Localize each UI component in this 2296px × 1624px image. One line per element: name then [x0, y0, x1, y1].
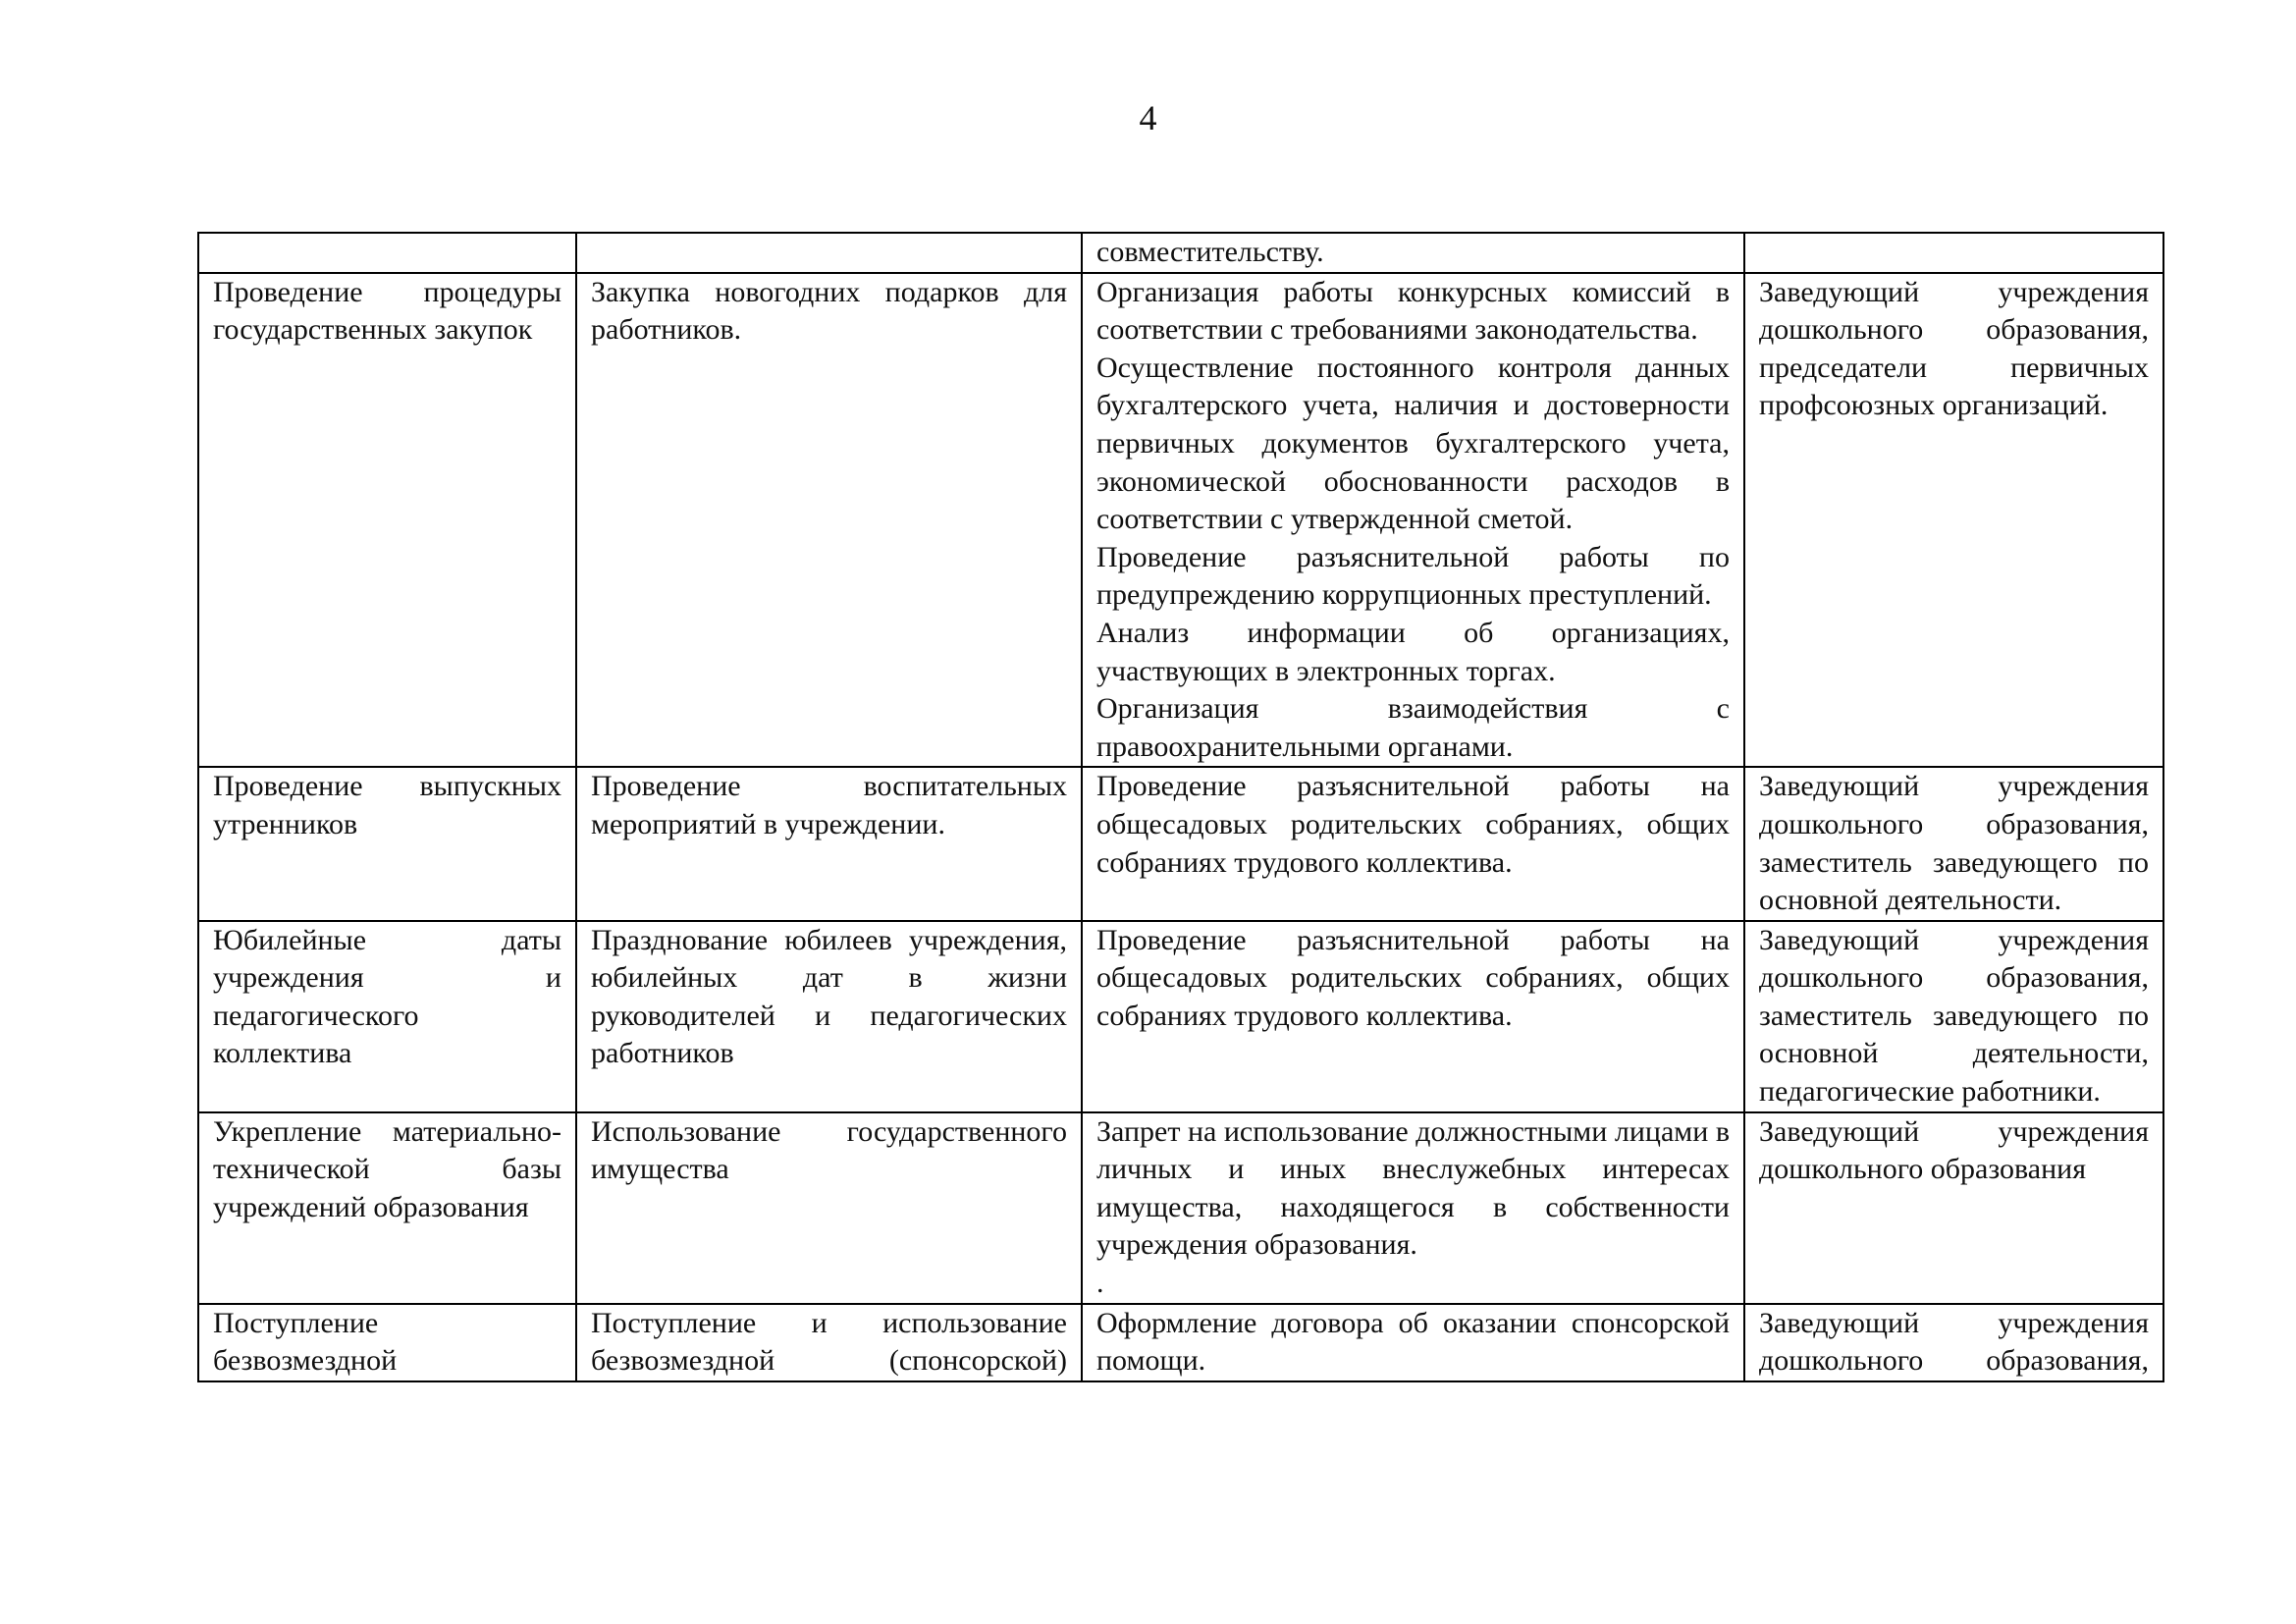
table-row [198, 1304, 2163, 1381]
table-cell [198, 1304, 576, 1381]
table-cell [1744, 273, 2163, 768]
table-cell [576, 767, 1082, 920]
table-row [198, 273, 2163, 768]
table-cell [1082, 767, 1744, 920]
cell-paragraph: Организация работы конкурсных комиссий в соответствии с требованиями законодательства. [1096, 275, 1730, 347]
cell-paragraph: Заведующий учреждения дошкольного образования [1759, 1114, 2149, 1186]
table-cell [576, 233, 1082, 273]
cell-paragraph: совместительству. [1096, 236, 1324, 268]
table-cell [576, 1112, 1082, 1304]
cell-paragraph: . [1096, 1267, 1104, 1300]
table-cell [1082, 1304, 1744, 1381]
table-cell [198, 1112, 576, 1304]
table-cell [1082, 921, 1744, 1112]
table-row [198, 767, 2163, 920]
table-row [198, 1112, 2163, 1304]
table-cell [1744, 1112, 2163, 1304]
cell-paragraph: Проведение воспитательных мероприятий в учреждении. [591, 770, 1067, 840]
cell-paragraph: Осуществление постоянного контроля данных бухгалтерского учета, наличия и достоверности первичных документов бухгалтерского учета, экономической обоснованности расходов в соответствии с утвержденной сметой. [1096, 351, 1730, 536]
cell-paragraph: Заведующий учреждения дошкольного образования, заместитель заведующего по основной деятельности. [1759, 770, 2149, 917]
table-cell [198, 767, 576, 920]
cell-paragraph: Проведение разъяснительной работы по предупреждению коррупционных преступлений. [1096, 540, 1730, 612]
cell-paragraph: Заведующий учреждения дошкольного образования, [1759, 1306, 2149, 1378]
table-cell [198, 273, 576, 768]
cell-paragraph: Юбилейные даты учреждения и педагогического коллектива [213, 923, 561, 1070]
table-cell [576, 273, 1082, 768]
table-cell [576, 1304, 1082, 1381]
table-cell [1082, 273, 1744, 768]
cell-paragraph: Заведующий учреждения дошкольного образования, председатели первичных профсоюзных организаций. [1759, 275, 2149, 422]
cell-paragraph: Оформление договора об оказании спонсорской помощи. [1096, 1306, 1730, 1378]
cell-paragraph: Проведение выпускных утренников [213, 770, 561, 840]
table-cell [1744, 767, 2163, 920]
corruption-risk-table [197, 232, 2164, 1382]
table-cell [1082, 1112, 1744, 1304]
table-cell [1082, 233, 1744, 273]
table-cell [198, 921, 576, 1112]
table-cell [1744, 233, 2163, 273]
table-cell [1744, 921, 2163, 1112]
table-cell [576, 921, 1082, 1112]
page-number: 4 [1139, 98, 1157, 137]
table-row [198, 921, 2163, 1112]
cell-paragraph: Укрепление материально-технической базы учреждений образования [213, 1114, 561, 1223]
cell-paragraph: Проведение разъяснительной работы на общесадовых родительских собраниях, общих собраниях трудового коллектива. [1096, 923, 1730, 1032]
cell-paragraph: Запрет на использование должностными лицами в личных и иных внеслужебных интересах имущества, находящегося в собственности учреждения образования. [1096, 1114, 1730, 1262]
table-cell [1744, 1304, 2163, 1381]
table-row [198, 233, 2163, 273]
cell-paragraph: Анализ информации об организациях, участвующих в электронных торгах. [1096, 616, 1730, 687]
cell-paragraph: Проведение разъяснительной работы на общесадовых родительских собраниях, общих собраниях трудового коллектива. [1096, 770, 1730, 879]
cell-paragraph: Закупка новогодних подарков для работников. [591, 275, 1067, 347]
cell-paragraph: Празднование юбилеев учреждения, юбилейных дат в жизни руководителей и педагогических работников [591, 923, 1067, 1070]
cell-paragraph: Заведующий учреждения дошкольного образования, заместитель заведующего по основной деятельности, педагогические работники. [1759, 923, 2149, 1109]
cell-paragraph: Организация взаимодействия с правоохранительными органами. [1096, 692, 1730, 763]
cell-paragraph: Использование государственного имущества [591, 1114, 1067, 1186]
cell-paragraph: Поступление безвозмездной [213, 1306, 398, 1378]
cell-paragraph: Проведение процедуры государственных закупок [213, 275, 561, 347]
table-cell [198, 233, 576, 273]
cell-paragraph: Поступление и использование безвозмездной (спонсорской) [591, 1306, 1067, 1378]
